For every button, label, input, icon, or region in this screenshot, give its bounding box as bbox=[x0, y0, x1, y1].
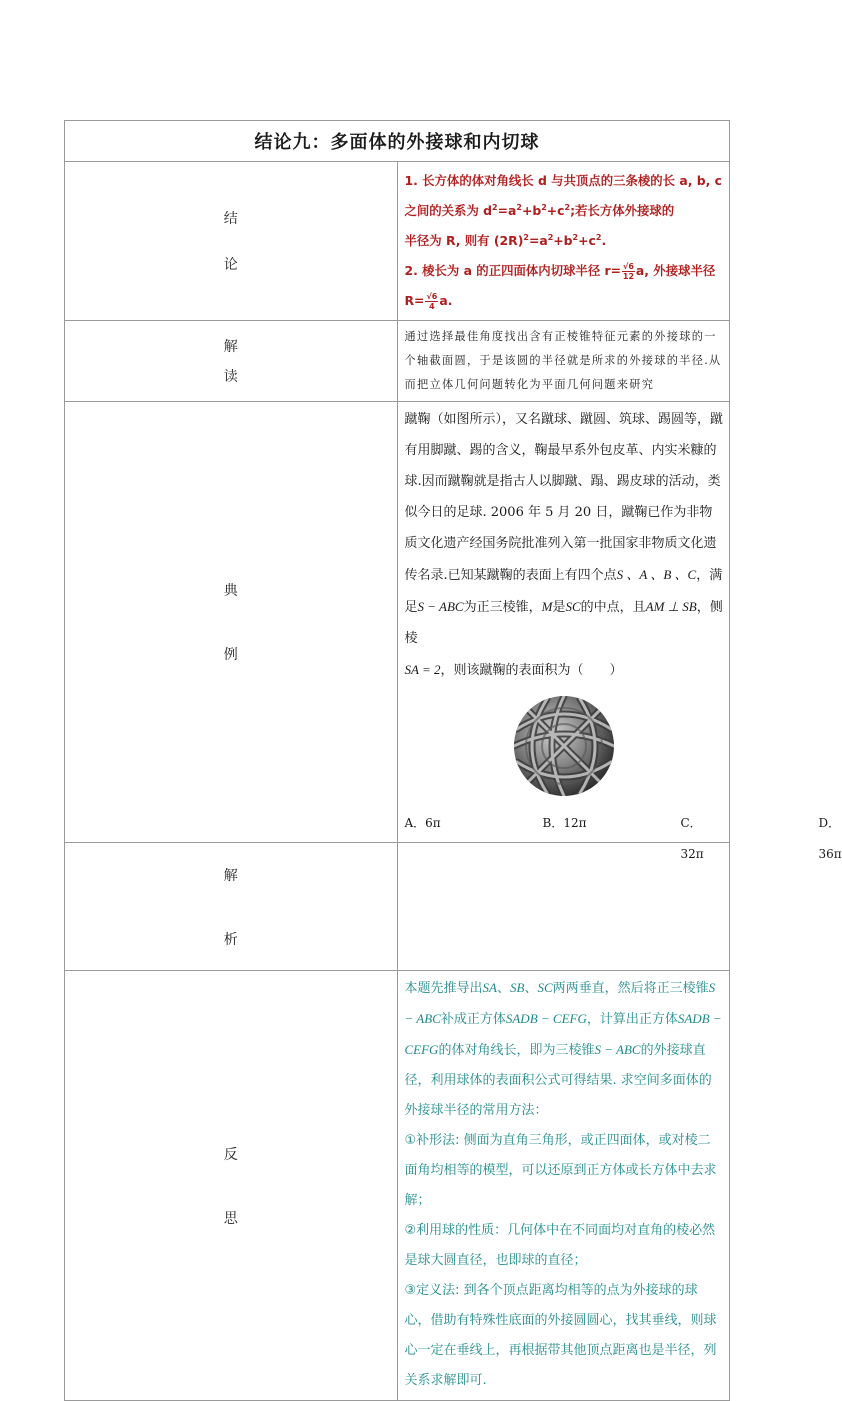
reflection-method-1: ①补形法: 侧面为直角三角形，或正四面体，或对棱二面角均相等的模型，可以还原到正方体或长方体中去求解； bbox=[404, 1133, 717, 1208]
option-d[interactable]: D．36π bbox=[818, 816, 842, 861]
fraction-inradius: $\frac{√6}{12}$ bbox=[622, 262, 635, 281]
label-reflection: 反 思 bbox=[65, 971, 398, 1401]
label-conclusion: 结 论 bbox=[65, 162, 398, 321]
conclusion-item-1: 1. 长方体的体对角线长 d 与共顶点的三条棱的长 a, b, c 之间的关系为 $d^2=a^2+b^2+c^2$;若长方体外接球的 bbox=[404, 173, 722, 218]
interpretation-text: 通过选择最佳角度找出含有正棱锥特征元素的外接球的一个轴截面圆，于是该圆的半径就是所求的外接球的半径.从而把立体几何问题转化为平面几何问题来研究 bbox=[404, 330, 722, 391]
example-question: 蹴鞠（如图所示），又名蹴球、蹴圆、筑球、踢圆等，蹴有用脚蹴、踢的含义，鞠最早系外包皮革、内实米糠的球.因而蹴鞠就是指古人以脚蹴、蹋、踢皮球的活动，类似今日的足球. 2006 年 5 月 20 日，蹴鞠已作为非物质文化遗产经国务院批准列入第一批国家非物质文化遗传名录.已知某蹴鞠的表面上有四个点S 、A 、B 、C，满足S − ABC为正三棱锥，M是SC的中点，且AM ⊥ SB，侧棱 SA = 2，则该蹴鞠的表面积为（ ） bbox=[404, 412, 724, 678]
woven-ball-icon bbox=[512, 694, 616, 798]
conclusion-cell bbox=[397, 162, 730, 321]
reflection-method-3: ③定义法: 到各个顶点距离均相等的点为外接球的球心，借助有特殊性底面的外接圆圆心，找其垂线，则球心一定在垂线上，再根据带其他顶点距离也是半径，列关系求解即可. bbox=[404, 1283, 717, 1388]
label-analysis: 解 析 bbox=[65, 843, 398, 971]
conclusion-item-2: 2. 棱长为 a 的正四面体内切球半径 r= $\frac{√6}{12}$ a, 外接球半径 R= $\frac{√6}{4}$ a. bbox=[404, 262, 716, 311]
reflection-cell bbox=[397, 971, 730, 1401]
conclusion-item-1-cont: 半径为 R, 则有 $(2R)^2=a^2+b^2+c^2$. bbox=[404, 232, 607, 248]
option-b[interactable]: B．12π bbox=[542, 816, 587, 830]
summary-table bbox=[64, 120, 842, 1401]
label-example: 典 例 bbox=[65, 402, 398, 843]
answer-options bbox=[404, 808, 842, 861]
page-title: 结论九：多面体的外接球和内切球 bbox=[65, 121, 730, 162]
fraction-circumradius: $\frac{√6}{4}$ bbox=[426, 292, 438, 311]
example-cell bbox=[397, 402, 842, 861]
label-interpretation: 解 读 bbox=[65, 321, 398, 402]
reflection-method-2: ②利用球的性质：几何体中在不同面均对直角的棱必然是球大圆直径，也即球的直径； bbox=[404, 1223, 716, 1268]
interpretation-cell bbox=[397, 321, 730, 402]
reflection-summary: 本题先推导出SA、SB、SC两两垂直，然后将正三棱锥S − ABC补成正方体SADB − CEFG，计算出正方体SADB − CEFG的体对角线长，即为三棱锥S − ABC的外接球直径，利用球体的表面积公式可得结果. 求空间多面体的外接球半径的常用方法： bbox=[404, 980, 722, 1118]
option-c[interactable]: C．32π bbox=[680, 816, 704, 861]
cuju-ball-image bbox=[405, 686, 724, 802]
option-a[interactable]: A．6π bbox=[404, 816, 441, 830]
